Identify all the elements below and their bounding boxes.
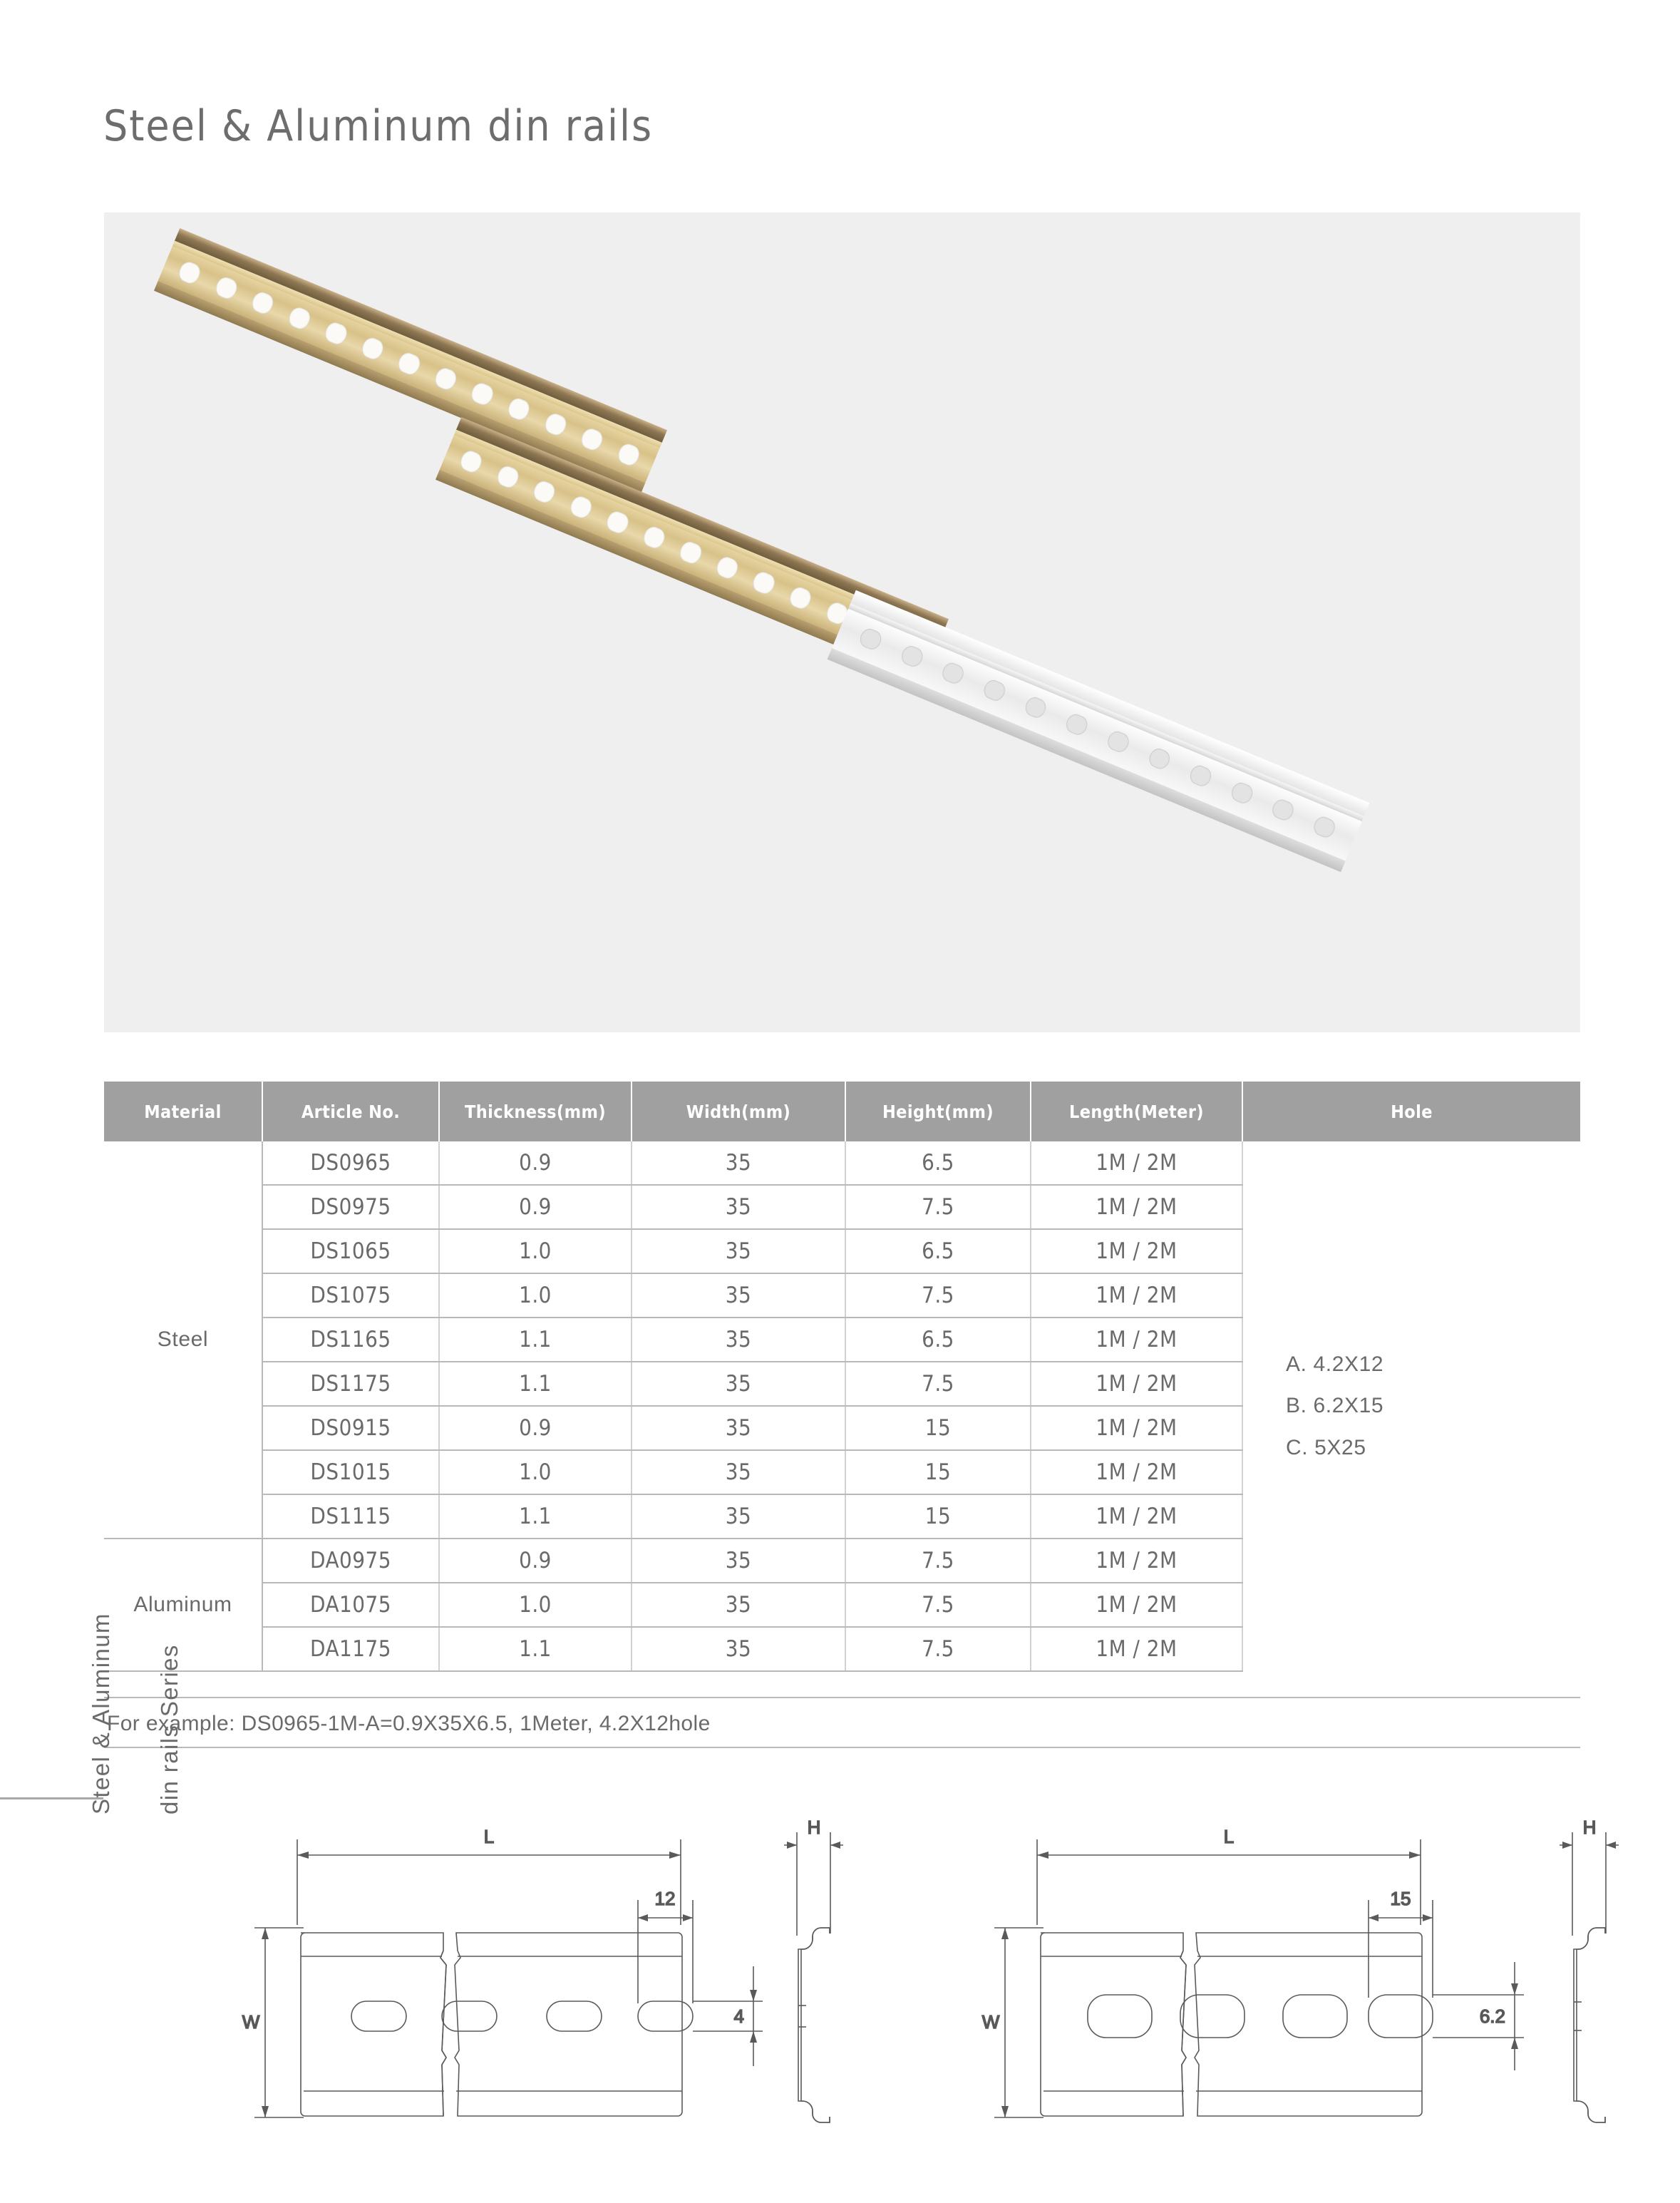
cell-thickness: 0.9 (439, 1141, 632, 1185)
material-cell-aluminum: Aluminum (104, 1539, 262, 1671)
rail-back-face (175, 228, 667, 443)
page-title: Steel & Aluminum din rails (103, 101, 654, 151)
table-footnote: For example: DS0965-1M-A=0.9X35X6.5, 1Meter, 4.2X12hole (104, 1697, 1580, 1748)
technical-drawings (235, 1811, 1654, 2189)
cell-length: 1M / 2M (1031, 1494, 1242, 1539)
rail-back-face (850, 590, 1370, 817)
width-dimension-left (242, 1928, 304, 2117)
slot (547, 2001, 602, 2031)
cell-height: 15 (845, 1450, 1031, 1494)
slot-length-dimension-right (1369, 1888, 1433, 1998)
cell-article: DS1075 (262, 1273, 439, 1318)
slot (1283, 1995, 1347, 2038)
column-header-material: Material (104, 1082, 262, 1141)
column-header-thickness: Thickness(mm) (439, 1082, 632, 1141)
length-label-left: L (483, 1826, 495, 1847)
rail-outline-right-half (1195, 1933, 1422, 2116)
cell-length: 1M / 2M (1031, 1450, 1242, 1494)
cell-thickness: 0.9 (439, 1185, 632, 1229)
cell-length: 1M / 2M (1031, 1583, 1242, 1627)
slot-height-label-right: 6.2 (1479, 2006, 1505, 2027)
slot-length-label-right: 15 (1390, 1888, 1411, 1909)
cell-width: 35 (632, 1627, 845, 1671)
cell-height: 6.5 (845, 1141, 1031, 1185)
cell-thickness: 1.1 (439, 1362, 632, 1406)
cell-thickness: 0.9 (439, 1539, 632, 1583)
slot (442, 2001, 497, 2031)
cell-length: 1M / 2M (1031, 1406, 1242, 1450)
rail-lip-face (172, 241, 662, 448)
hat-profile-outline (798, 1928, 830, 2122)
section-divider-rule (0, 1797, 103, 1799)
slot (638, 2001, 693, 2031)
cell-length: 1M / 2M (1031, 1185, 1242, 1229)
cell-height: 15 (845, 1406, 1031, 1450)
cell-article: DS1115 (262, 1494, 439, 1539)
series-side-label-line1: Steel & Aluminum (88, 1613, 114, 1814)
cell-width: 35 (632, 1450, 845, 1494)
width-label-right: W (981, 2011, 1000, 2033)
cell-width: 35 (632, 1185, 845, 1229)
cell-length: 1M / 2M (1031, 1539, 1242, 1583)
cell-thickness: 1.1 (439, 1318, 632, 1362)
cell-length: 1M / 2M (1031, 1229, 1242, 1273)
length-dimension-right (1037, 1826, 1421, 1925)
cell-width: 35 (632, 1539, 845, 1583)
rail-slot-row (176, 260, 642, 468)
cell-width: 35 (632, 1141, 845, 1185)
cell-article: DA1075 (262, 1583, 439, 1627)
cell-width: 35 (632, 1406, 845, 1450)
cell-thickness: 0.9 (439, 1406, 632, 1450)
steel-din-rail-top (154, 228, 667, 493)
column-header-height: Height(mm) (845, 1082, 1031, 1141)
slot (1088, 1995, 1152, 2038)
technical-drawing-svg (235, 1811, 1654, 2189)
cell-height: 15 (845, 1494, 1031, 1539)
cell-thickness: 1.0 (439, 1229, 632, 1273)
cell-article: DA1175 (262, 1627, 439, 1671)
slot-length-dimension-left (638, 1888, 693, 2003)
length-label-right: L (1223, 1826, 1235, 1847)
cell-height: 7.5 (845, 1185, 1031, 1229)
rail-slot-row (857, 626, 1337, 840)
column-header-article: Article No. (262, 1082, 439, 1141)
column-header-hole: Hole (1242, 1082, 1580, 1141)
product-photo-panel (104, 212, 1580, 1032)
series-side-label-line2: din rails Series (155, 1644, 182, 1814)
rail-profile-section-right (1560, 1817, 1619, 2122)
cell-article: DA0975 (262, 1539, 439, 1583)
specification-table (104, 1082, 1580, 1672)
cell-article: DS1065 (262, 1229, 439, 1273)
cell-thickness: 1.0 (439, 1450, 632, 1494)
hole-options-cell (1242, 1141, 1580, 1671)
aluminum-din-rail (828, 590, 1370, 873)
cell-width: 35 (632, 1494, 845, 1539)
cell-length: 1M / 2M (1031, 1141, 1242, 1185)
slot (1369, 1995, 1433, 2038)
slot-height-dimension-right (1433, 1962, 1524, 2070)
rail-profile-section-left (784, 1817, 843, 2122)
cell-article: DS1175 (262, 1362, 439, 1406)
height-label-left: H (807, 1817, 821, 1838)
slot (1180, 1995, 1244, 2038)
cell-article: DS0965 (262, 1141, 439, 1185)
cell-article: DS0975 (262, 1185, 439, 1229)
width-label-left: W (242, 2011, 260, 2033)
cell-width: 35 (632, 1318, 845, 1362)
cell-article: DS0915 (262, 1406, 439, 1450)
column-header-length: Length(Meter) (1031, 1082, 1242, 1141)
table-row (104, 1141, 1580, 1185)
cell-thickness: 1.0 (439, 1583, 632, 1627)
cell-thickness: 1.1 (439, 1494, 632, 1539)
cell-article: DS1165 (262, 1318, 439, 1362)
cell-height: 7.5 (845, 1273, 1031, 1318)
material-cell-steel: Steel (104, 1141, 262, 1539)
table-header-row (104, 1082, 1580, 1141)
cell-width: 35 (632, 1229, 845, 1273)
din-rail-drawing-slot-12x4 (242, 1817, 843, 2122)
cell-width: 35 (632, 1273, 845, 1318)
rail-outline-right-half (455, 1933, 682, 2116)
cell-length: 1M / 2M (1031, 1273, 1242, 1318)
din-rail-drawing-slot-15x6 (982, 1817, 1619, 2122)
rail-front-face (154, 281, 645, 493)
hole-option-c: C. 5X25 (1286, 1435, 1366, 1459)
cell-length: 1M / 2M (1031, 1318, 1242, 1362)
hole-option-b: B. 6.2X15 (1286, 1394, 1384, 1418)
height-label-right: H (1582, 1817, 1597, 1838)
cell-height: 7.5 (845, 1362, 1031, 1406)
hat-profile-inner (1577, 1928, 1605, 2122)
cell-height: 6.5 (845, 1229, 1031, 1273)
rail-lip-face (848, 603, 1364, 821)
cell-thickness: 1.1 (439, 1627, 632, 1671)
cell-article: DS1015 (262, 1450, 439, 1494)
hat-profile-outline (1574, 1928, 1605, 2122)
width-dimension-right (982, 1928, 1043, 2117)
slot-length-label-left: 12 (654, 1888, 676, 1909)
rail-outline-left-half (301, 1933, 446, 2116)
slot-height-label-left: 4 (733, 2006, 744, 2027)
column-header-width: Width(mm) (632, 1082, 845, 1141)
length-dimension-left (297, 1826, 681, 1925)
cell-length: 1M / 2M (1031, 1362, 1242, 1406)
cell-width: 35 (632, 1362, 845, 1406)
hat-profile-inner (801, 1928, 830, 2122)
cell-height: 6.5 (845, 1318, 1031, 1362)
cell-length: 1M / 2M (1031, 1627, 1242, 1671)
slot (351, 2001, 406, 2031)
cell-height: 7.5 (845, 1539, 1031, 1583)
cell-width: 35 (632, 1583, 845, 1627)
rail-outline-left-half (1041, 1933, 1186, 2116)
cell-thickness: 1.0 (439, 1273, 632, 1318)
hole-option-a: A. 4.2X12 (1286, 1352, 1384, 1376)
slot-height-dimension-left (693, 1966, 763, 2066)
cell-height: 7.5 (845, 1583, 1031, 1627)
cell-height: 7.5 (845, 1627, 1031, 1671)
